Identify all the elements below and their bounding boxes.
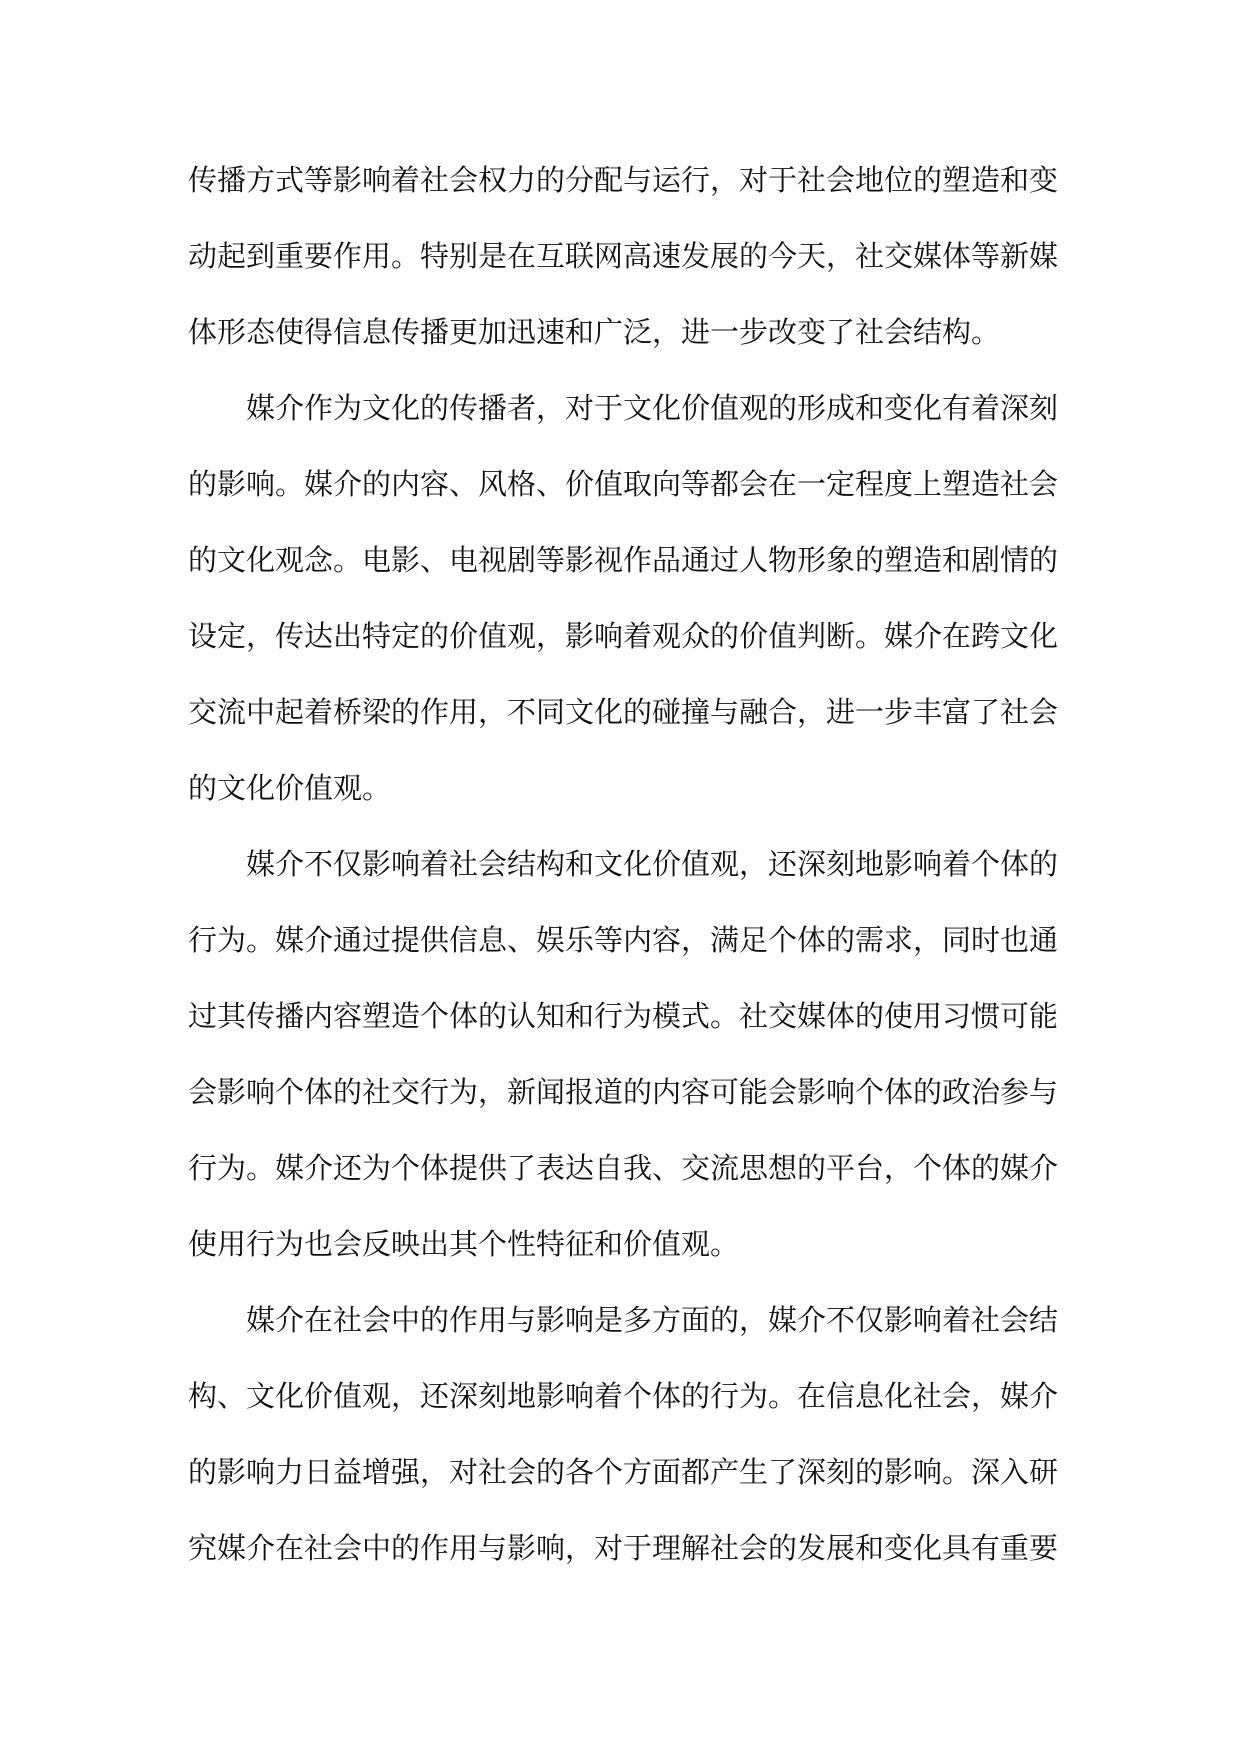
- text-line: 使用行为也会反映出其个性特征和价值观。: [188, 1227, 740, 1261]
- text-line: 行为。媒介还为个体提供了表达自我、交流思想的平台，个体的媒介: [188, 1151, 1059, 1185]
- text-line: 构、文化价值观，还深刻地影响着个体的行为。在信息化社会，媒介: [188, 1379, 1059, 1413]
- paragraph-first-line: 媒介在社会中的作用与影响是多方面的，媒介不仅影响着社会结: [246, 1303, 1059, 1337]
- text-line: 会影响个体的社交行为，新闻报道的内容可能会影响个体的政治参与: [188, 1075, 1059, 1109]
- text-line: 行为。媒介通过提供信息、娱乐等内容，满足个体的需求，同时也通: [188, 923, 1059, 957]
- text-line: 动起到重要作用。特别是在互联网高速发展的今天，社交媒体等新媒: [188, 239, 1059, 273]
- text-line: 究媒介在社会中的作用与影响，对于理解社会的发展和变化具有重要: [188, 1531, 1059, 1565]
- text-line: 的影响力日益增强，对社会的各个方面都产生了深刻的影响。深入研: [188, 1455, 1059, 1489]
- body-text: [188, 142, 1058, 1586]
- text-line: 的文化价值观。: [188, 771, 392, 805]
- text-line: 的文化观念。电影、电视剧等影视作品通过人物形象的塑造和剧情的: [188, 543, 1059, 577]
- text-line: 过其传播内容塑造个体的认知和行为模式。社交媒体的使用习惯可能: [188, 999, 1059, 1033]
- text-line: 传播方式等影响着社会权力的分配与运行，对于社会地位的塑造和变: [188, 163, 1059, 197]
- text-line: 设定，传达出特定的价值观，影响着观众的价值判断。媒介在跨文化: [188, 619, 1059, 653]
- paragraph-first-line: 媒介不仅影响着社会结构和文化价值观，还深刻地影响着个体的: [246, 847, 1059, 881]
- text-line: 体形态使得信息传播更加迅速和广泛，进一步改变了社会结构。: [188, 315, 1001, 349]
- text-line: 交流中起着桥梁的作用，不同文化的碰撞与融合，进一步丰富了社会: [188, 695, 1059, 729]
- paragraph-first-line: 媒介作为文化的传播者，对于文化价值观的形成和变化有着深刻: [246, 391, 1059, 425]
- text-line: 的影响。媒介的内容、风格、价值取向等都会在一定程度上塑造社会: [188, 467, 1059, 501]
